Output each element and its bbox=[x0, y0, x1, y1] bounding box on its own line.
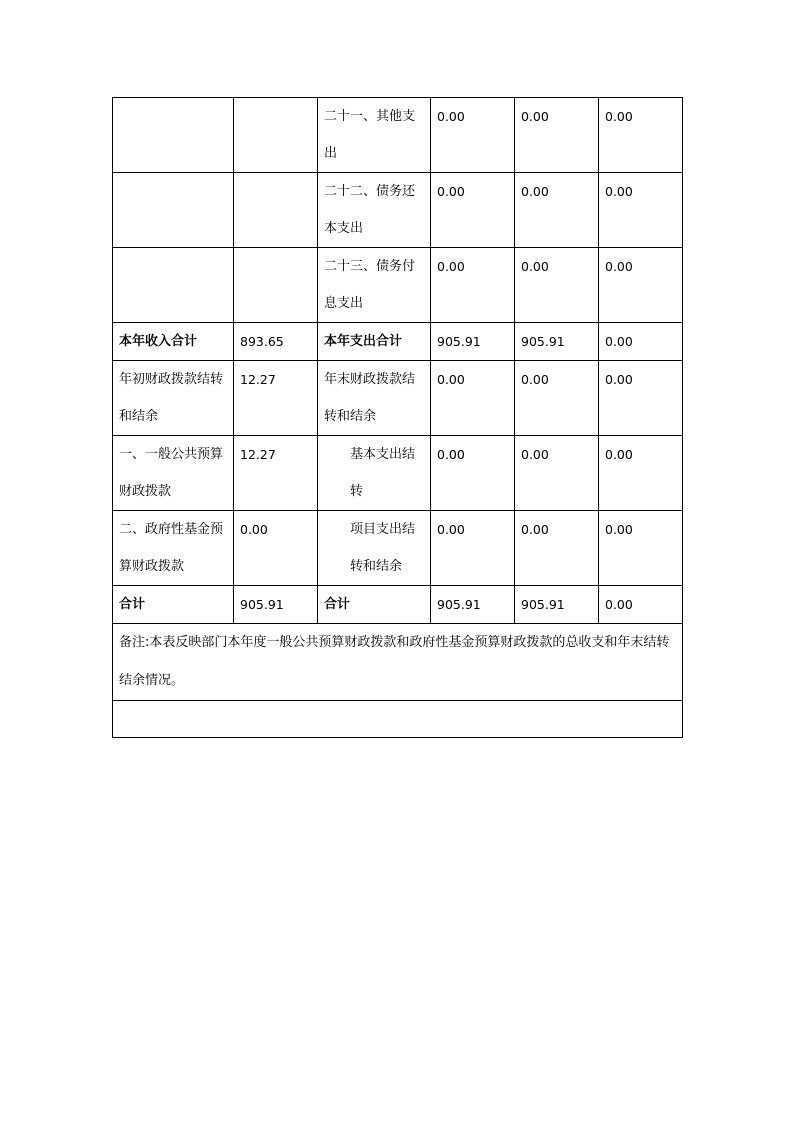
expense-project-cell: 0.00 bbox=[599, 511, 683, 586]
income-item-cell: 年初财政拨款结转和结余 bbox=[113, 361, 234, 436]
expense-item-cell: 年末财政拨款结转和结余 bbox=[318, 361, 431, 436]
expense-basic-cell: 0.00 bbox=[515, 98, 599, 173]
table-row bbox=[113, 98, 683, 173]
expense-item-cell: 项目支出结转和结余 bbox=[318, 511, 431, 586]
fiscal-appropriation-table bbox=[112, 97, 683, 738]
income-grand-total-label: 合计 bbox=[113, 586, 234, 624]
expense-item-cell: 二十三、债务付息支出 bbox=[318, 248, 431, 323]
income-grand-total-amount: 905.91 bbox=[234, 586, 318, 624]
expense-total-label: 本年支出合计 bbox=[318, 323, 431, 361]
expense-basic-cell: 0.00 bbox=[515, 511, 599, 586]
income-amount-cell: 12.27 bbox=[234, 436, 318, 511]
expense-total-cell: 0.00 bbox=[431, 436, 515, 511]
table-row bbox=[113, 173, 683, 248]
expense-total-cell: 905.91 bbox=[431, 586, 515, 624]
income-item-cell bbox=[113, 173, 234, 248]
blank-row bbox=[113, 701, 683, 738]
expense-basic-cell: 0.00 bbox=[515, 361, 599, 436]
income-total-amount: 893.65 bbox=[234, 323, 318, 361]
expense-item-cell: 二十一、其他支出 bbox=[318, 98, 431, 173]
expense-total-cell: 0.00 bbox=[431, 361, 515, 436]
expense-project-cell: 0.00 bbox=[599, 173, 683, 248]
expense-grand-total-label: 合计 bbox=[318, 586, 431, 624]
expense-total-cell: 905.91 bbox=[431, 323, 515, 361]
table-row bbox=[113, 248, 683, 323]
expense-basic-cell: 0.00 bbox=[515, 248, 599, 323]
income-amount-cell bbox=[234, 98, 318, 173]
expense-item-cell: 二十二、债务还本支出 bbox=[318, 173, 431, 248]
year-total-row bbox=[113, 323, 683, 361]
income-item-cell bbox=[113, 98, 234, 173]
expense-basic-cell: 0.00 bbox=[515, 173, 599, 248]
income-item-cell: 二、政府性基金预算财政拨款 bbox=[113, 511, 234, 586]
expense-total-cell: 0.00 bbox=[431, 173, 515, 248]
income-total-label: 本年收入合计 bbox=[113, 323, 234, 361]
expense-project-cell: 0.00 bbox=[599, 248, 683, 323]
income-amount-cell bbox=[234, 173, 318, 248]
expense-basic-cell: 0.00 bbox=[515, 436, 599, 511]
expense-project-cell: 0.00 bbox=[599, 98, 683, 173]
grand-total-row bbox=[113, 586, 683, 624]
expense-project-cell: 0.00 bbox=[599, 361, 683, 436]
table-row bbox=[113, 511, 683, 586]
note-row bbox=[113, 624, 683, 701]
expense-item-cell: 基本支出结转 bbox=[318, 436, 431, 511]
expense-project-cell: 0.00 bbox=[599, 436, 683, 511]
expense-basic-cell: 905.91 bbox=[515, 323, 599, 361]
income-item-cell bbox=[113, 248, 234, 323]
expense-project-cell: 0.00 bbox=[599, 586, 683, 624]
income-amount-cell bbox=[234, 248, 318, 323]
table-row bbox=[113, 436, 683, 511]
table-row bbox=[113, 361, 683, 436]
income-amount-cell: 12.27 bbox=[234, 361, 318, 436]
income-amount-cell: 0.00 bbox=[234, 511, 318, 586]
expense-total-cell: 0.00 bbox=[431, 248, 515, 323]
income-item-cell: 一、一般公共预算财政拨款 bbox=[113, 436, 234, 511]
table-note: 备注:本表反映部门本年度一般公共预算财政拨款和政府性基金预算财政拨款的总收支和年末结转结余情况。 bbox=[113, 624, 683, 701]
expense-project-cell: 0.00 bbox=[599, 323, 683, 361]
expense-total-cell: 0.00 bbox=[431, 511, 515, 586]
blank-cell bbox=[113, 701, 683, 738]
expense-basic-cell: 905.91 bbox=[515, 586, 599, 624]
expense-total-cell: 0.00 bbox=[431, 98, 515, 173]
